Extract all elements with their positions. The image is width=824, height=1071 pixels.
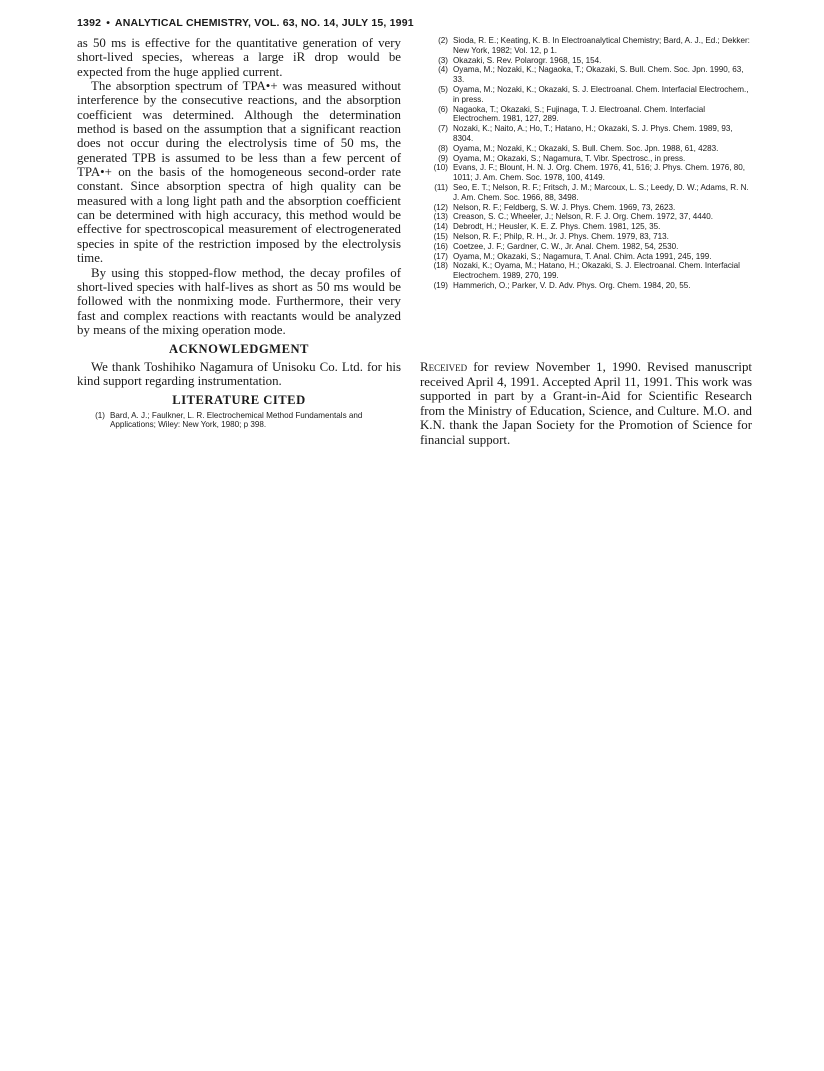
reference-item [420,232,752,242]
reference-item [420,36,752,56]
reference-number: (15) [433,231,448,241]
page-number: 1392 [77,17,102,29]
reference-text: Nelson, R. F.; Philp, R. H., Jr. J. Phys. Chem. 1979, 83, 713. [453,231,669,241]
literature-cited-heading: LITERATURE CITED [172,393,306,408]
reference-text: Oyama, M.; Nozaki, K.; Okazaki, S. Bull. Chem. Soc. Jpn. 1988, 61, 4283. [453,143,719,153]
reference-number: (18) [433,261,448,271]
reference-text: Nagaoka, T.; Okazaki, S.; Fujinaga, T. J. Electroanal. Chem. Interfacial Electrochem. 1981, 127, 289. [453,104,706,124]
body-paragraph-3: By using this stopped-flow method, the decay profiles of short-lived species with half-lives as short as 50 ms would be followed with the nonmixing mode. Furthermore, their very fast and complex reactions with reactants would be analyzed by means of the mixing operation mode. [77,265,401,337]
reference-text: Nelson, R. F.; Feldberg, S. W. J. Phys. Chem. 1969, 73, 2623. [453,202,676,212]
reference-number: (8) [438,143,448,153]
reference-number: (5) [438,84,448,94]
reference-text: Nozaki, K.; Oyama, M.; Hatano, H.; Okazaki, S. J. Electroanal. Chem. Interfacial Electrochem. 1989, 270, 199. [453,261,740,281]
reference-number: (4) [438,65,448,75]
reference-item [77,411,401,431]
reference-item [420,85,752,105]
reference-text: Debrodt, H.; Heusler, K. E. Z. Phys. Chem. 1981, 125, 35. [453,222,661,232]
reference-text: Nozaki, K.; Naito, A.; Ho, T.; Hatano, H.; Okazaki, S. J. Phys. Chem. 1989, 93, 8304. [453,124,733,143]
reference-text: Okazaki, S. Rev. Polarogr. 1968, 15, 154. [453,55,602,65]
reference-text: Oyama, M.; Okazaki, S.; Nagamura, T. Vibr. Spectrosc., in press. [453,153,686,163]
reference-item [420,124,752,144]
reference-item [420,163,752,183]
reference-number: (1) [95,410,105,420]
reference-number: (10) [433,163,448,173]
reference-number: (19) [433,280,448,290]
acknowledgment-heading: ACKNOWLEDGMENT [169,342,309,357]
reference-number: (16) [433,241,448,251]
reference-text: Bard, A. J.; Faulkner, L. R. Electrochemical Method Fundamentals and Applications; Wiley: New York, 1980; p 398. [110,410,363,430]
reference-text: Coetzee, J. F.; Gardner, C. W., Jr. Anal. Chem. 1982, 54, 2530. [453,241,679,251]
reference-number: (9) [438,153,448,163]
reference-text: Oyama, M.; Nozaki, K.; Okazaki, S. J. Electroanal. Chem. Interfacial Electrochem., in press. [453,84,749,104]
reference-item [420,144,752,154]
body-paragraph-1: as 50 ms is effective for the quantitative generation of very short-lived species, whereas a large iR drop would be expected from the huge applied current. [77,36,401,79]
reference-item [420,183,752,203]
reference-number: (2) [438,36,448,45]
reference-text: Sioda, R. E.; Keating, K. B. In Electroanalytical Chemistry; Bard, A. J., Ed.; Dekker: New York, 1982; Vol. 12, p 1. [453,36,750,55]
reference-item [420,65,752,85]
reference-item [420,281,752,291]
reference-list-right [420,36,752,291]
journal-citation: ANALYTICAL CHEMISTRY, VOL. 63, NO. 14, JULY 15, 1991 [114,17,414,29]
reference-item [420,154,752,164]
reference-item [420,222,752,232]
reference-item [420,261,752,281]
reference-number: (12) [433,202,448,212]
acknowledgment-text: We thank Toshihiko Nagamura of Unisoku Co. Ltd. for his kind support regarding instrumentation. [77,359,401,388]
reference-number: (13) [433,212,448,222]
reference-text: Seo, E. T.; Nelson, R. F.; Fritsch, J. M.; Marcoux, L. S.; Leedy, D. W.; Adams, R. N. J. Am. Chem. Soc. 1966, 88, 3498. [453,182,749,202]
reference-item [420,212,752,222]
reference-text: Oyama, M.; Nozaki, K.; Nagaoka, T.; Okazaki, S. Bull. Chem. Soc. Jpn. 1990, 63, 33. [453,65,744,85]
reference-text: Creason, S. C.; Wheeler, J.; Nelson, R. F. J. Org. Chem. 1972, 37, 4440. [453,212,714,222]
reference-number: (6) [438,104,448,114]
received-lead: Received [420,360,468,374]
reference-item [420,203,752,213]
reference-number: (11) [434,182,448,192]
reference-list-left [77,411,401,431]
reference-item [420,105,752,125]
reference-item [420,252,752,262]
reference-text: Hammerich, O.; Parker, V. D. Adv. Phys. Org. Chem. 1984, 20, 55. [453,280,691,290]
reference-text: Evans, J. F.; Blount, H. N. J. Org. Chem. 1976, 41, 516; J. Phys. Chem. 1976, 80, 1011; J. Am. Chem. Soc. 1978, 100, 4149. [453,163,745,183]
running-header [77,17,414,29]
left-column [77,36,401,430]
reference-number: (7) [438,124,448,134]
received-text: for review November 1, 1990. Revised manuscript received April 4, 1991. Accepted April 11, 1991. This work was supported in part by a Grant-in-Aid for Scientific Research from the Ministry of Education, Science, and Culture. M.O. and K.N. thank the Japan Society for the Promotion of Science for financial support. [420,360,752,447]
header-bullet: • [106,17,111,29]
received-note [420,360,752,447]
reference-text: Oyama, M.; Okazaki, S.; Nagamura, T. Anal. Chim. Acta 1991, 245, 199. [453,251,712,261]
reference-item [420,242,752,252]
reference-number: (17) [433,251,448,261]
reference-number: (3) [438,55,448,65]
reference-number: (14) [433,222,448,232]
reference-item [420,56,752,66]
body-paragraph-2: The absorption spectrum of TPA•+ was measured without interference by the consecutive reactions, and the absorption coefficient was determined. Although the determination method is based on the assumption that a significant reaction does not occur during the electrolysis time of 50 ms, the generated TPB is assumed to be less than a few percent of TPA•+ on the basis of the homogeneous second-order rate constant. Since absorption spectra of high quality can be measured with a long light path and the absorption coefficient can be determined with high accuracy, this method would be effective for spectroscopical measurement of electrogenerated species in spite of the restriction imposed by the electrolysis time. [77,79,401,266]
right-column [420,36,752,291]
